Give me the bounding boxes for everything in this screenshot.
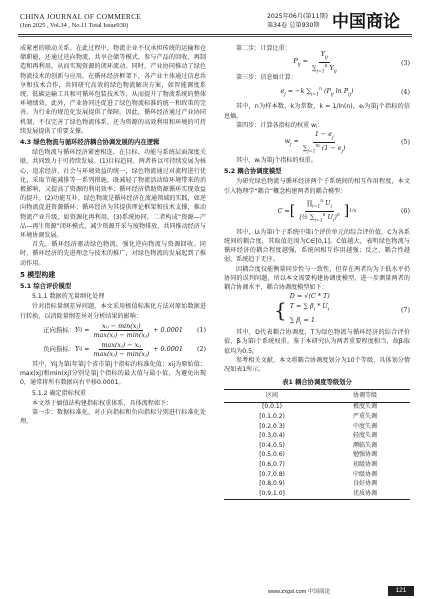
- formula-tail: + 0.0001: [153, 345, 183, 354]
- table-row: [224, 460, 410, 470]
- paragraph: 参考相关文献，本文将耦合协调度划分为10个等级，具体划分情况如表1所示。: [224, 356, 410, 374]
- step-text: 第四步：计算各指标的权重 wⱼ：: [236, 121, 324, 129]
- formula-number: (7): [400, 305, 410, 314]
- table-row: [224, 451, 410, 461]
- table-cell: 轻度失调: [353, 432, 378, 440]
- paragraph: 为研究绿色物流与循环经济两个子系统间的相互作用程度，本文引入物理学“耦合”概念构建两者的耦合模型：: [224, 178, 410, 195]
- formula-label: 正向指标：: [43, 326, 76, 335]
- paragraph: 其中，wⱼ为第j个指标的权重。: [236, 157, 317, 165]
- table-cell: 良好协调: [353, 480, 378, 488]
- issue-volume-cn: 第34卷 总第930期: [267, 22, 320, 29]
- formula-fraction: [92, 341, 152, 358]
- table-cell: [0.7,0.8): [259, 470, 285, 478]
- table-cell: [0.6,0.7): [259, 461, 285, 469]
- formula-denominator: max(xⱼ) − min(xⱼ): [93, 350, 150, 359]
- table-row: [224, 412, 410, 422]
- table-row: [224, 489, 410, 499]
- paragraph: 成紧密的联动关系。在此过程中，物流企业不仅承担传统的运输和仓储职能，还通过逆向物流、共享仓储等模式，参与产品的回收、再制造和再利用，从而实现资源的闭环流动。同时，产业协同推动了绿色物流技术的创新与应用。在循环经济框架下，各产业主体通过信息共享和技术合作，共同研究高效的绿色物流解决方案，如智能调度系统、低碳运输工具和可循环包装技术等，从而提升了物流系统的整体环境绩效。此外，产业协同还促进了绿色物流标准的统一和政策的完善。为行业的规范化发展提供了保障。因此，循环经济通过产业协同机制，不仅完善了绿色物流体系，还为资源的高效利用和环境的可持续发展提供了重要支撑。: [20, 45, 206, 135]
- table-header-grade: 协调等级: [320, 390, 410, 402]
- footer-url: www.zxgsl.com 中国商论: [268, 589, 331, 595]
- formula-coordination: { D = √(C * T) T = ∑ $\beta_i * U_i$ ∑ $\beta_i = 1$ (7): [274, 291, 410, 327]
- formula-number: (5): [400, 138, 410, 147]
- issue-date-cn: 2025年06月(第11期): [267, 13, 329, 20]
- section-heading-5-1-2: 5.1.2 确定指标权重: [32, 389, 87, 397]
- paragraph: 其中，Uᵢ为第i个子系统中第i个评价单元的综合评价值，C为各系统间的耦合度，其取值范围为C∈[0,1]。C值越大，表明绿色物流与循环经济的耦合程度越强，系统间相互作用越强；反之，耦合性越弱，系统趋于无序。: [224, 228, 410, 264]
- table-cell: 极度失调: [353, 403, 378, 411]
- table-row: [224, 422, 410, 432]
- table-cell: 初级协调: [353, 461, 378, 469]
- paragraph: 其中，n为样本数，k为常数，k = 1/ln(n)，eⱼ为第j个指标的信息熵。: [224, 103, 410, 120]
- section-heading-4-3: 4.3 绿色物流与循环经济耦合协调发展的内在逻辑: [20, 139, 160, 147]
- table-cell: 勉强协调: [353, 451, 378, 459]
- table-cell: [0.2,0.3): [259, 422, 285, 430]
- table-cell: [0,0.1): [262, 403, 283, 411]
- table-cell: [0.1,0.2): [259, 413, 285, 421]
- table-cell: 濒临失调: [353, 441, 378, 449]
- formula-weight: $w_j$ = $\frac{1 - e_j}{\sum_{j=1}^m (1 - e_j)}$ (5): [284, 129, 410, 155]
- section-heading-5-1: 5.1 综合评价模型: [20, 283, 72, 291]
- table-cell: [0.9,1.0]: [224, 489, 320, 499]
- table-cell: [0.3,0.4): [259, 432, 285, 440]
- formula-entropy: $e_j = -k$ $\sum_{i=1}^n$ ($P_{ij}$ $\ln P_{ij}$) (4): [280, 87, 410, 98]
- table-header-interval: 区间: [224, 390, 320, 402]
- issue-info-en: (Jun 2025 , Vol.34 , No.11 Total Issue930): [20, 22, 129, 29]
- formula-negative-indicator: 负向指标： Y ij = $\frac{\text{max(xⱼ) − xᵢⱼ}}{\text{max(xⱼ) − min(xⱼ)}}$ + 0.0001 (2): [43, 341, 206, 359]
- section-heading-5-1-1: 5.1.1 数据的无量纲化处理: [32, 293, 105, 301]
- formula-tail: + 0.0001: [153, 326, 183, 335]
- formula-number: (2): [196, 345, 206, 354]
- formula-fraction: $\frac{\prod_{i=1}^n U_i}{(\frac{1}{2} \sum_{i=1}^n U_i)^n}$: [299, 198, 340, 224]
- formula-numerator: max(xⱼ) − xᵢⱼ: [101, 341, 142, 350]
- left-column: [20, 44, 206, 426]
- page-footer: [0, 584, 427, 599]
- formula-number: (6): [400, 207, 410, 216]
- formula-label: 负向指标：: [43, 345, 76, 354]
- svg-text:中国商论: 中国商论: [332, 12, 400, 32]
- paragraph: 绿色物流与循环经济紧密相连，在目标、功能与系统层面深度关联，共同致力于可持续发展。(1)目标趋同。两者皆以可持续发展为核心，追求经济、社会与环境效益的统一，绿色物流通过对流程进行优化，采取节能减排等一系列措施，既减轻了物流活动给环境带来的消极影响，又提高了资源的利用效率；循环经济借助资源循环实现效益的提升。(2)功能互补。绿色物流是循环经济在流通领域的实践，如逆向物流促进资源循环；循环经济为其提供理论框架和技术支撑，推动物流产业升级，如资源化再利用。(3)系统协同。二者构成“资源—产品—再生资源”闭环模式，减少资源开采与废物排放，共同推动经济与环境协调发展。: [20, 149, 206, 240]
- formula-positive-indicator: 正向指标： Y ij = $\frac{\text{xᵢⱼ − min(xⱼ)}}{\text{max(xⱼ) − min(xⱼ)}}$ + 0.0001 (1): [43, 322, 206, 340]
- table-cell: 中度失调: [353, 422, 378, 430]
- right-column: [224, 44, 410, 500]
- paragraph: 其中，Yij为第i年第j个省市第j个指标的标准化值；xij为原始值；max(xj)和min(xj)分别是第j个指标的最大值与最小值，为避免出现0，通常将所有数据向右平移0.0001。: [20, 360, 206, 387]
- coordination-grade-table: [224, 389, 410, 499]
- section-heading-5: 5 模型构建: [20, 270, 56, 279]
- formula-number: (1): [196, 326, 206, 335]
- formula-number: (4): [400, 87, 410, 96]
- paragraph: 首先，循环经济驱动绿色物流，强化逆向物流与资源回收。同时，循环经济的先进理念与技术的推广，对绿色物流的发展起到了推动作用。: [20, 241, 206, 267]
- formula-fraction: [92, 322, 152, 339]
- table-header-row: [224, 390, 410, 402]
- formula-numerator: xᵢⱼ − min(xⱼ): [102, 322, 141, 331]
- table-row: [224, 479, 410, 489]
- formula-lhs: Y: [75, 326, 80, 335]
- table-cell: 中级协调: [353, 470, 378, 478]
- paragraph: 本文基于熵值法构建指标权重体系，具体流程如下：: [32, 399, 173, 407]
- table-cell: 严重失调: [353, 413, 378, 421]
- formula-denominator: max(xⱼ) − min(xⱼ): [93, 331, 150, 340]
- table-row: [224, 470, 410, 480]
- journal-title-en: CHINA JOURNAL OF COMMERCE: [20, 12, 142, 21]
- issue-info-cn: [267, 12, 328, 30]
- header-rule: [18, 34, 412, 35]
- table-cell: [0.5,0.6): [259, 451, 285, 459]
- formula-number: (3): [400, 58, 410, 67]
- table-row: [224, 402, 410, 412]
- header-rule-thin: [18, 36, 412, 37]
- page-header: [0, 0, 427, 46]
- table-cell: [0.4,0.5): [259, 441, 285, 449]
- table-cell: 优质协调: [320, 489, 410, 499]
- table-title: 表1 耦合协调度等级划分: [282, 379, 352, 387]
- paragraph: 针对指标量纲差异问题，本文采用极值标准化方法对原始数据进行转换，以消除量纲差异对分析结果的影响：: [20, 303, 206, 320]
- formula-lhs: Y: [75, 345, 80, 354]
- paragraph: 其中，D代表耦合协调度，T为绿色物流与循环经济的综合评价值，βᵢ为第i个系统权重。鉴于本研究认为两者重要程度相当，故βᵢ取值均为0.5。: [224, 329, 410, 355]
- journal-logo-icon: [330, 10, 412, 32]
- formula-fraction: $\frac{Y_{ij}}{\sum_{i=1}^n Y_{ij}}$: [311, 49, 337, 75]
- step-text: 第三步：信息熵计算：: [236, 74, 297, 82]
- journal-logo: [330, 10, 412, 32]
- formula-coupling: C = [ $\frac{\prod_{i=1}^n U_i}{(\frac{1}{2} \sum_{i=1}^n U_i)^n}$ ] 1/n (6): [277, 198, 410, 224]
- table-cell: [0.8,0.9): [259, 480, 285, 488]
- formula-proportion: $P_{ij}$ = $\frac{Y_{ij}}{\sum_{i=1}^n Y_{ij}}$ (3): [293, 49, 410, 75]
- step-text: 第二步：计算比重：: [236, 45, 291, 52]
- section-heading-5-2: 5.2 耦合协调度模型: [224, 168, 282, 176]
- table-row: [224, 431, 410, 441]
- paragraph: 因耦合度仅能衡量同步性与一致性，但存在两者均为于低水平仍协同的误判问题，所以本文需要构建协调度模型，进一步测量两者的耦合协调水平，耦合协调度模型如下：: [224, 265, 410, 292]
- page-number: 121: [388, 586, 414, 596]
- table-row: [224, 441, 410, 451]
- paragraph: 第一步：数据标准化，对正向指标和负向指标分别进行标准化处理。: [20, 408, 206, 426]
- formula-fraction: $\frac{1 - e_j}{\sum_{j=1}^m (1 - e_j)}$: [302, 129, 346, 155]
